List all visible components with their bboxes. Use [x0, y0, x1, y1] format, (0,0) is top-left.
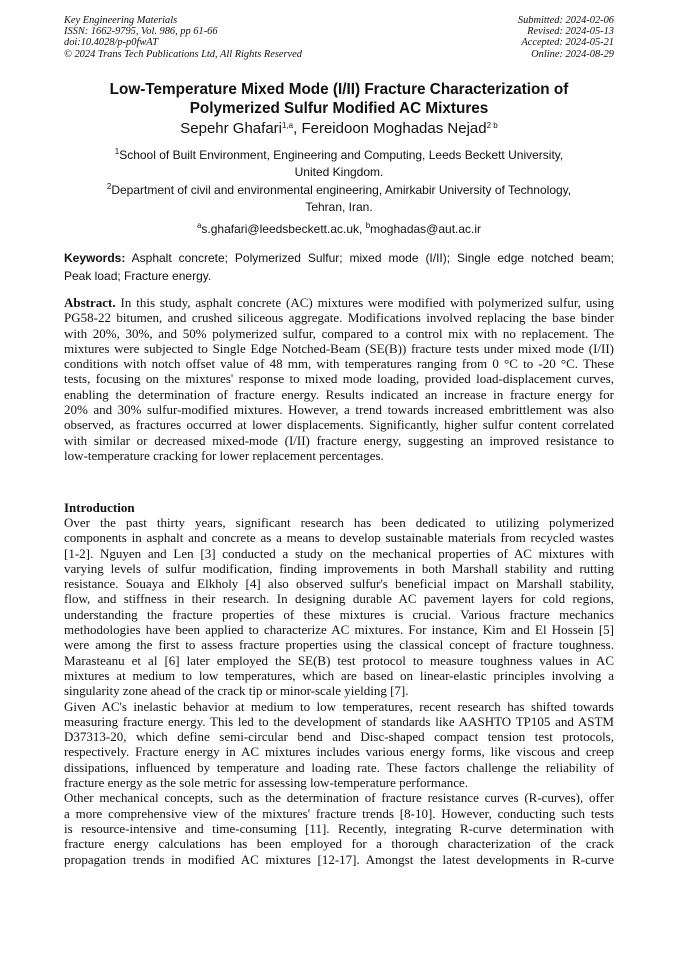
text-line: methodologies have been applied to characterize AC mixtures. For instance, Kim and El Hossein [5]	[64, 622, 614, 638]
emails	[0, 221, 678, 238]
abstract-label: Abstract.	[64, 295, 116, 310]
text-line: resistance. Souaya and Elkholy [4] also observed sulfur's beneficial impact on Marshall stability,	[64, 576, 614, 592]
text-line: fracture energy as the sole metric for assessing low-temperature performance.	[64, 775, 469, 791]
text-line: Given AC's inelastic behavior at medium to low temperatures, recent research has shifted towards	[64, 698, 614, 714]
revised-date: Revised: 2024-05-13	[527, 26, 614, 38]
text-line: varying levels of sulfur modification, finding improvements in both Marshall stability and rutting	[64, 560, 614, 576]
affiliation-1	[0, 147, 678, 180]
text-line: Other mechanical concepts, such as the determination of fracture resistance curves (R-curves), offer	[64, 790, 614, 806]
email-sup: b	[365, 221, 371, 230]
text-line	[64, 371, 614, 386]
text-line: understanding the fracture properties of these mixtures is crucial. Various fracture mechanics	[64, 606, 614, 622]
abstract-text: 20% and 30% sulfur-modified mixtures. However, a trend towards increased embrittlement was also	[64, 402, 614, 418]
abstract-text: conditions with notch offset value of 48 mm, with temperatures ranging from 0 °C to -20 °C. These	[64, 356, 614, 372]
text-line	[64, 326, 614, 341]
title-line: Low-Temperature Mixed Mode (I/II) Fracture Characterization of	[109, 81, 569, 98]
aff-sup: 1	[114, 147, 120, 156]
text-line: [1-2]. Nguyen and Len [3] conducted a study on the mechanical properties of AC mixtures with	[64, 545, 614, 561]
paragraph	[64, 515, 614, 699]
section-heading: Introduction	[64, 500, 135, 515]
accepted-date: Accepted: 2024-05-21	[521, 37, 614, 49]
title-line: Polymerized Sulfur Modified AC Mixtures	[189, 100, 489, 117]
abstract	[64, 295, 614, 463]
submitted-date: Submitted: 2024-02-06	[517, 15, 614, 26]
email-link[interactable]: moghadas@aut.ac.ir	[370, 222, 482, 236]
abstract-text: enabling the determination of fracture energy. Results indicated an increase in fracture energy for	[64, 386, 614, 402]
abstract-text: tests, focusing on the mixtures' response to mixed mode loading, provided load-displacement curves,	[64, 371, 614, 387]
text-line	[64, 402, 614, 417]
issn: ISSN: 1662-9795, Vol. 986, pp 61-66	[64, 26, 218, 38]
text-line	[64, 295, 614, 310]
text-line: D37313-20, which define semi-circular bend and Disc-shaped compact tension test protocols,	[64, 729, 614, 745]
copyright: © 2024 Trans Tech Publications Ltd, All Rights Reserved	[64, 48, 302, 60]
text-line	[64, 310, 614, 325]
text-line: propagation trends in modified AC mixtures [12-17]. Amongst the latest developments in R-curve	[64, 851, 614, 867]
abstract-text: mixtures were subjected to Single Edge Notched-Beam (SE(B)) fracture tests under mixed mode (I/II)	[64, 340, 614, 356]
text-line: flow, and stiffness in their research. In designing durable AC pavement layers for cold regions,	[64, 591, 614, 607]
email-link[interactable]: s.ghafari@leedsbeckett.ac.uk,	[201, 222, 366, 236]
text-line: respectively. Fracture energy in AC mixtures includes various energy forms, like viscous and creep	[64, 744, 614, 760]
text-line: is resource-intensive and time-consuming [11]. Recently, integrating R-curve determination with	[64, 820, 614, 836]
author-name: Fereidoon Moghadas Nejad	[301, 120, 487, 137]
text-line: a more comprehensive view of the mixtures' fracture trends [8-10]. However, conducting such tests	[64, 805, 614, 821]
online-date: Online: 2024-08-29	[531, 48, 614, 60]
keywords-text: Asphalt concrete; Polymerized Sulfur; mixed mode (I/II); Single edge notched beam;	[125, 251, 614, 265]
journal-name: Key Engineering Materials	[64, 15, 178, 26]
aff-line: Tehran, Iran.	[305, 199, 373, 214]
abstract-text: PG58-22 bitumen, and crushed siliceous aggregate. Modifications involved replacing the base binder	[64, 310, 614, 326]
aff-line: United Kingdom.	[294, 164, 384, 179]
text-line	[64, 417, 614, 432]
text-line: were among the first to assess fracture properties using the classical concept of fracture toughness.	[64, 637, 614, 653]
text-line: measuring fracture energy. This led to the development of standards like AASHTO TP105 and ASTM	[64, 713, 614, 729]
author-sup: 2 b	[486, 121, 498, 130]
text-line: Marasteanu et al [6] later employed the SE(B) test protocol to measure toughness values in AC	[64, 652, 614, 668]
aff-sup: 2	[106, 182, 112, 191]
separator: ,	[293, 120, 302, 137]
email-sup: a	[196, 221, 202, 230]
keywords-label: Keywords:	[64, 251, 126, 265]
text-line	[64, 341, 614, 356]
aff-line: School of Built Environment, Engineering and Computing, Leeds Beckett University,	[119, 148, 564, 162]
abstract-text: observed, as fractures occurred at lower displacements. Significantly, higher sulfur content correlated	[64, 417, 614, 433]
keywords-text: Peak load; Fracture energy.	[64, 268, 212, 283]
author-name: Sepehr Ghafari	[180, 120, 282, 137]
dates	[518, 15, 614, 60]
journal-info	[64, 15, 302, 60]
text-line: components in asphalt and concrete as a means to develop sustainable materials from recycled wastes	[64, 530, 614, 546]
text-line: fracture energy calculations has been employed for a thorough characterization of the crack	[64, 836, 614, 852]
abstract-text: low-temperature cracking for lower replacement percentages.	[64, 447, 384, 463]
paragraph	[64, 790, 614, 866]
text-line: singularity zone ahead of the crack tip or minor-scale yielding [7].	[64, 683, 409, 699]
paragraph	[64, 699, 614, 791]
paper-title	[40, 80, 638, 118]
authors	[0, 119, 678, 138]
text-line	[64, 433, 614, 448]
text-line	[64, 356, 614, 371]
text-line: mixtures at medium to low temperatures, which are based on linear-elastic principles involving a	[64, 667, 614, 683]
affiliation-2	[0, 182, 678, 215]
aff-line: Department of civil and environmental engineering, Amirkabir University of Technology,	[111, 183, 572, 197]
abstract-text: with 20%, 30%, and 50% polymerized sulfur, compared to a control mix with no replacement. The	[64, 325, 614, 341]
keywords	[64, 250, 614, 285]
text-line: dissipations, influenced by temperature and loading rate. These factors challenge the reliability of	[64, 759, 614, 775]
abstract-text: In this study, asphalt concrete (AC) mixtures were modified with polymerized sulfur, using	[115, 295, 614, 310]
introduction-body	[64, 515, 614, 867]
text-line: Over the past thirty years, significant research has been dedicated to utilizing polymerized	[64, 515, 614, 530]
doi: doi:10.4028/p-p0fwAT	[64, 37, 158, 49]
abstract-text: with similar or decreased mixed-mode (I/II) fracture energy, suggesting an improved resistance to	[64, 432, 614, 448]
text-line	[64, 448, 614, 463]
text-line	[64, 387, 614, 402]
author-sup: 1,a	[282, 121, 294, 130]
